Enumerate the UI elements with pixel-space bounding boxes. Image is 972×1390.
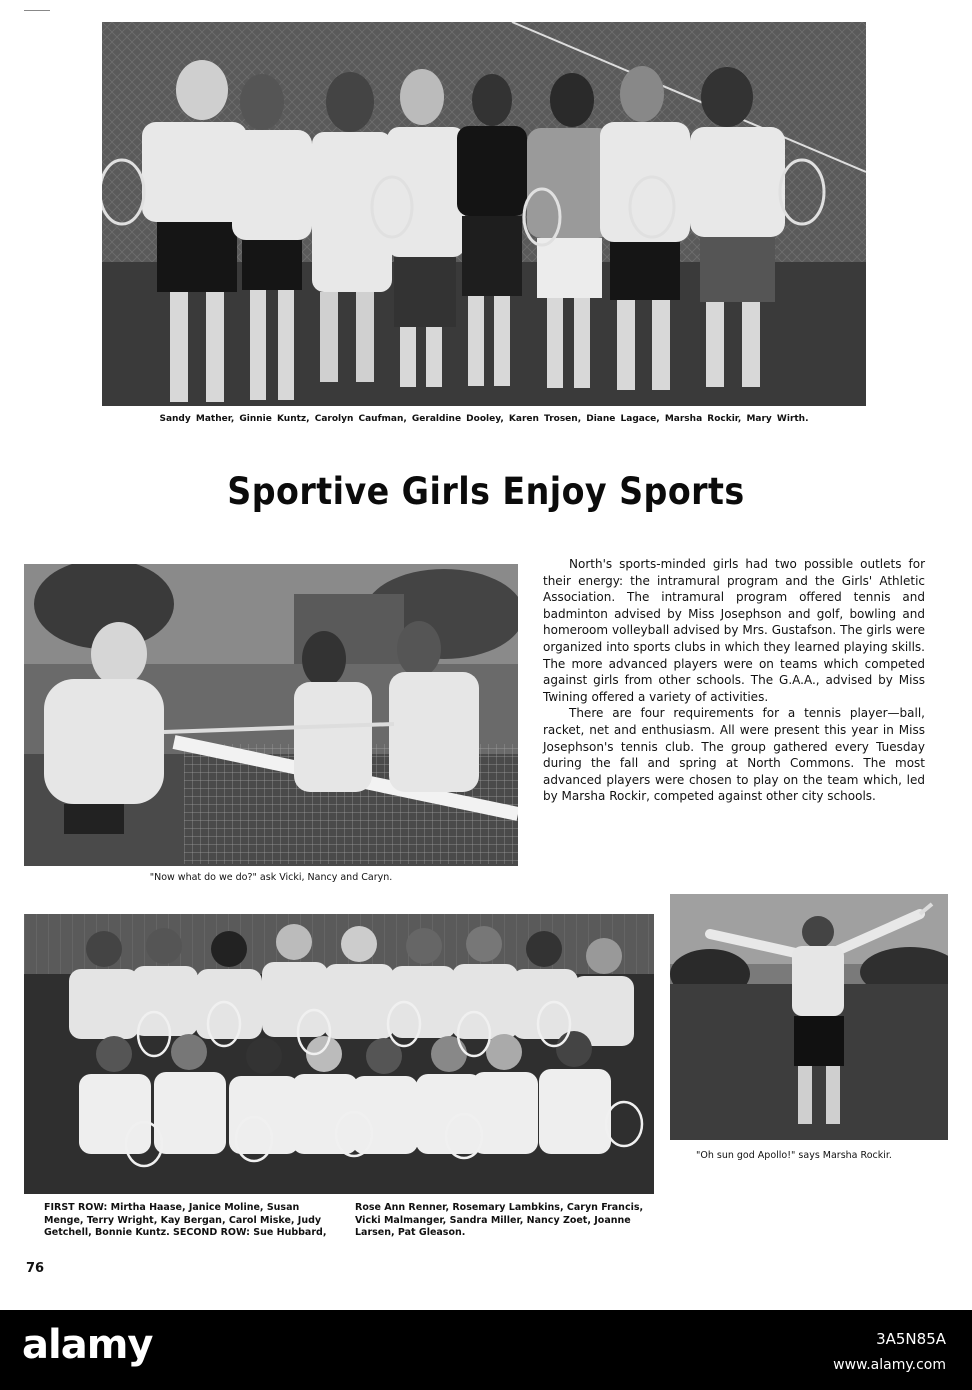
apollo-caption: "Oh sun god Apollo!" says Marsha Rockir. [696,1150,892,1161]
stock-image-id [833,1326,946,1378]
page-headline: Sportive Girls Enjoy Sports [227,470,745,513]
image-code: 3A5N85A [876,1330,946,1348]
tennis-club-photo [24,914,654,1194]
top-team-photo [102,22,866,406]
stock-url-link[interactable]: www.alamy.com [833,1357,946,1373]
team-photo-eight-girls-with-rackets-icon [102,22,866,406]
article-paragraph-1: North's sports-minded girls had two possible outlets for their energy: the intramural program and the Girls' Athletic Association. The intramural program offered tennis and badminton advised by Miss Josephson and golf, bowling and homeroom volleyball advised by Mrs. Gustafson. The girls were organized into sports clubs in which they learned playing skills. The more advanced players were on teams which competed against girls from other schools. The G.A.A., advised by Miss Twining offered a variety of activities. [543,557,925,704]
tennis-club-caption-left: FIRST ROW: Mirtha Haase, Janice Moline, Susan Menge, Terry Wright, Kay Bergan, Carol Miske, Judy Getchell, Bonnie Kuntz. SECOND ROW: Sue Hubbard, [44,1202,327,1238]
tug-of-war-photo [24,564,518,866]
article-body [543,556,925,805]
top-photo-caption: Sandy Mather, Ginnie Kuntz, Carolyn Caufman, Geraldine Dooley, Karen Trosen, Diane Lagace, Marsha Rockir, Mary Wirth. [159,414,809,424]
alamy-logo[interactable]: alamy [22,1322,153,1368]
tennis-club-group-photo-icon [24,914,654,1194]
apollo-photo [670,894,948,1140]
tug-of-war-caption: "Now what do we do?" ask Vicki, Nancy and Caryn. [149,872,393,883]
tug-of-war-over-tennis-net-photo-icon [24,564,518,866]
page-number: 76 [26,1261,45,1276]
tennis-club-caption-right: Rose Ann Renner, Rosemary Lambkins, Caryn Francis, Vicki Malmanger, Sandra Miller, Nancy Zoet, Joanne Larsen, Pat Gleason. [355,1202,644,1238]
article-paragraph-2: There are four requirements for a tennis player—ball, racket, net and enthusiasm. All were present this year in Miss Josephson's tennis club. The group gathered every Tuesday during the fall and spring at North Commons. The most advanced players were chosen to play on the team which, led by Marsha Rockir, competed against other city schools. [543,706,925,804]
corner-mark [24,10,50,11]
stock-photo-banner [0,1310,972,1390]
girl-arms-outstretched-photo-icon [670,894,948,1140]
